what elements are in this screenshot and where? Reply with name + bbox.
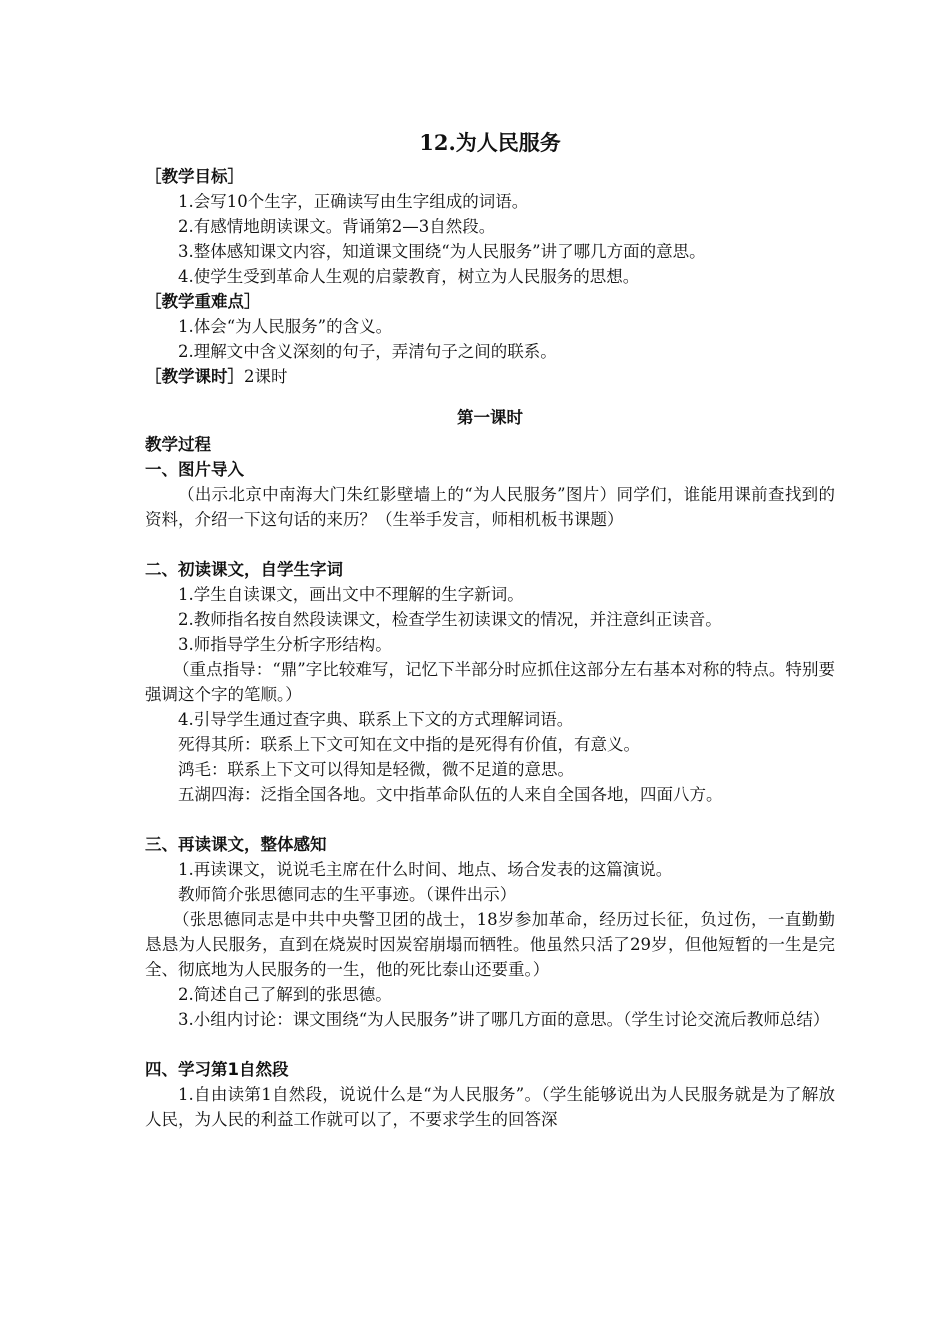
key-points-heading: ［教学重难点］ bbox=[145, 292, 261, 311]
document bbox=[145, 126, 835, 1132]
page-title: 12.为人民服务 bbox=[419, 130, 561, 155]
lesson-title: 第一课时 bbox=[457, 408, 523, 427]
section-3-line: 1.再读课文，说说毛主席在什么时间、地点、场合发表的这篇演说。 bbox=[178, 860, 673, 879]
process-heading: 教学过程 bbox=[145, 435, 211, 454]
section-3-heading: 三、再读课文，整体感知 bbox=[145, 835, 327, 854]
goals-heading: ［教学目标］ bbox=[145, 167, 244, 186]
section-1-paragraph: （出示北京中南海大门朱红影壁墙上的“为人民服务”图片）同学们，谁能用课前查找到的资料，介绍一下这句话的来历？（生举手发言，师相机板书课题） bbox=[145, 485, 835, 529]
section-2-line: 1.学生自读课文，画出文中不理解的生字新词。 bbox=[178, 585, 524, 604]
section-2-note: （重点指导：“鼎”字比较难写，记忆下半部分时应抓住这部分左右基本对称的特点。特别要强调这个字的笔顺。） bbox=[145, 660, 835, 704]
section-2-heading: 二、初读课文，自学生字词 bbox=[145, 560, 343, 579]
section-2-line: 2.教师指名按自然段读课文，检查学生初读课文的情况，并注意纠正读音。 bbox=[178, 610, 722, 629]
hours-value: 2课时 bbox=[244, 367, 288, 386]
word-explanation: 死得其所：联系上下文可知在文中指的是死得有价值，有意义。 bbox=[178, 735, 640, 754]
section-4-heading: 四、学习第1自然段 bbox=[145, 1060, 289, 1079]
section-3-line: 2.简述自己了解到的张思德。 bbox=[178, 985, 392, 1004]
word-explanation: 五湖四海：泛指全国各地。文中指革命队伍的人来自全国各地，四面八方。 bbox=[178, 785, 723, 804]
section-2-line: 3.师指导学生分析字形结构。 bbox=[178, 635, 392, 654]
goal-item: 2.有感情地朗读课文。背诵第2—3自然段。 bbox=[178, 217, 496, 236]
word-explanation: 鸿毛：联系上下文可以得知是轻微，微不足道的意思。 bbox=[178, 760, 574, 779]
key-point-item: 1.体会“为人民服务”的含义。 bbox=[178, 317, 393, 336]
section-3-line: 教师简介张思德同志的生平事迹。（课件出示） bbox=[178, 885, 517, 904]
goal-item: 3.整体感知课文内容，知道课文围绕“为人民服务”讲了哪几方面的意思。 bbox=[178, 242, 706, 261]
hours-line bbox=[145, 364, 835, 389]
key-point-item: 2.理解文中含义深刻的句子，弄清句子之间的联系。 bbox=[178, 342, 557, 361]
goal-item: 1.会写10个生字，正确读写由生字组成的词语。 bbox=[178, 192, 529, 211]
section-3-note: （张思德同志是中共中央警卫团的战士，18岁参加革命，经历过长征，负过伤，一直勤勤恳恳为人民服务，直到在烧炭时因炭窑崩塌而牺牲。他虽然只活了29岁，但他短暂的一生是完全、彻底地为人民服务的一生，他的死比泰山还要重。） bbox=[145, 910, 835, 979]
section-3-line: 3.小组内讨论：课文围绕“为人民服务”讲了哪几方面的意思。（学生讨论交流后教师总结） bbox=[178, 1010, 830, 1029]
section-2-line-4: 4.引导学生通过查字典、联系上下文的方式理解词语。 bbox=[178, 710, 574, 729]
goal-item: 4.使学生受到革命人生观的启蒙教育，树立为人民服务的思想。 bbox=[178, 267, 640, 286]
section-4-paragraph: 1.自由读第1自然段，说说什么是“为人民服务”。（学生能够说出为人民服务就是为了解放人民，为人民的利益工作就可以了，不要求学生的回答深 bbox=[145, 1085, 835, 1129]
hours-heading: ［教学课时］ bbox=[145, 367, 244, 386]
section-1-heading: 一、图片导入 bbox=[145, 460, 244, 479]
